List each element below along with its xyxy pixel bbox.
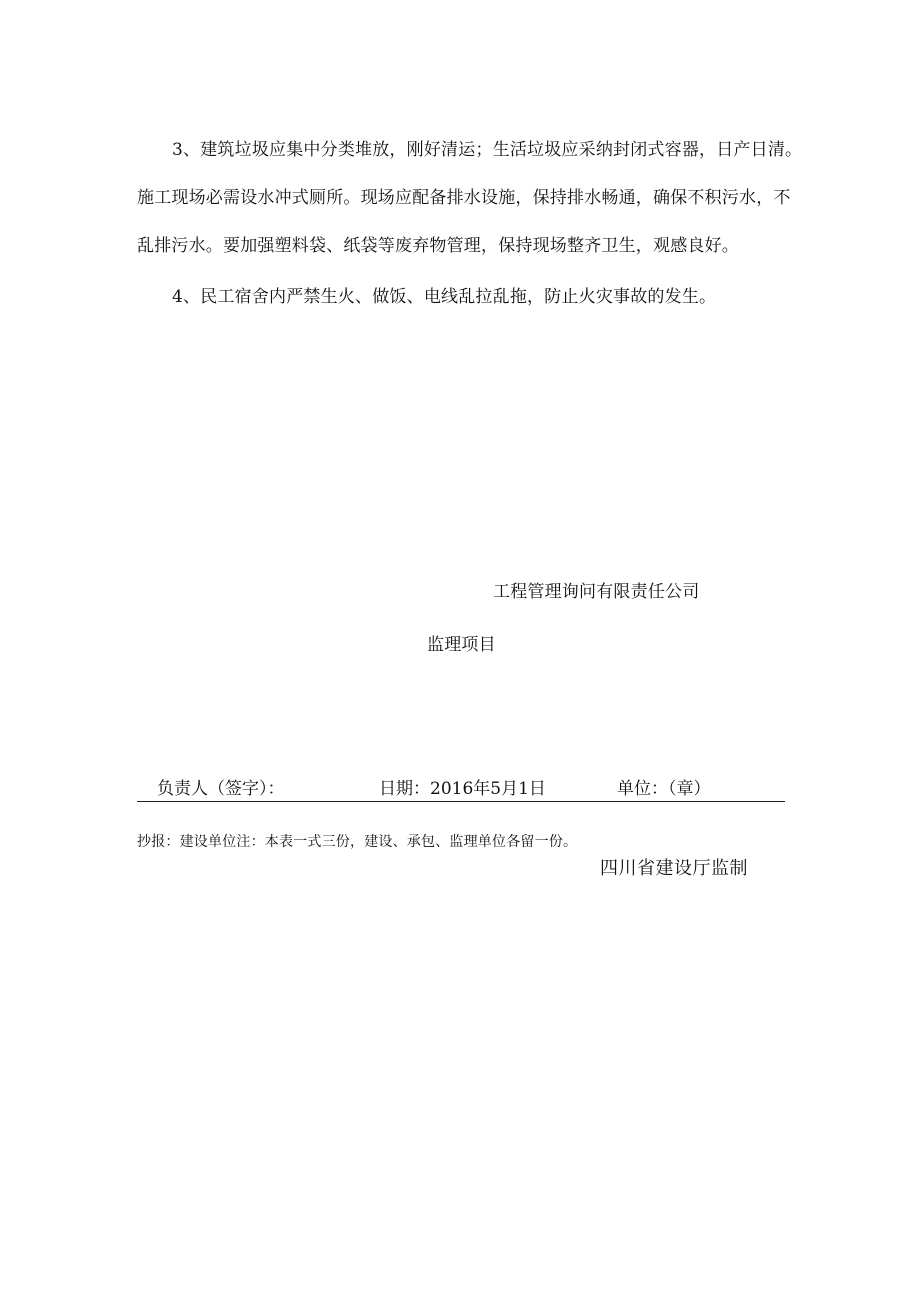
item-3-line-3: 乱排污水。要加强塑料袋、纸袋等废弃物管理，保持现场整齐卫生，观感良好。 xyxy=(137,236,739,256)
date-label: 日期：2016年5月1日 xyxy=(379,779,546,799)
person-in-charge-label: 负责人（签字）： xyxy=(157,779,285,799)
company-name: 工程管理询问有限责任公司 xyxy=(493,582,700,602)
signature-row xyxy=(137,778,785,802)
item-4: 4、民工宿舍内严禁生火、做饭、电线乱拉乱拖，防止火灾事故的发生。 xyxy=(172,287,717,307)
item-3-line-1: 3、建筑垃圾应集中分类堆放，刚好清运；生活垃圾应采纳封闭式容器，日产日清。 xyxy=(172,140,803,160)
issuer-label: 四川省建设厅监制 xyxy=(600,858,748,879)
unit-seal-label: 单位：（章） xyxy=(617,779,711,799)
item-3-line-2: 施工现场必需设水冲式厕所。现场应配备排水设施，保持排水畅通，确保不积污水，不 xyxy=(137,188,791,208)
copy-note: 抄报：建设单位注：本表一式三份，建设、承包、监理单位各留一份。 xyxy=(137,834,578,850)
project-label: 监理项目 xyxy=(427,635,496,655)
